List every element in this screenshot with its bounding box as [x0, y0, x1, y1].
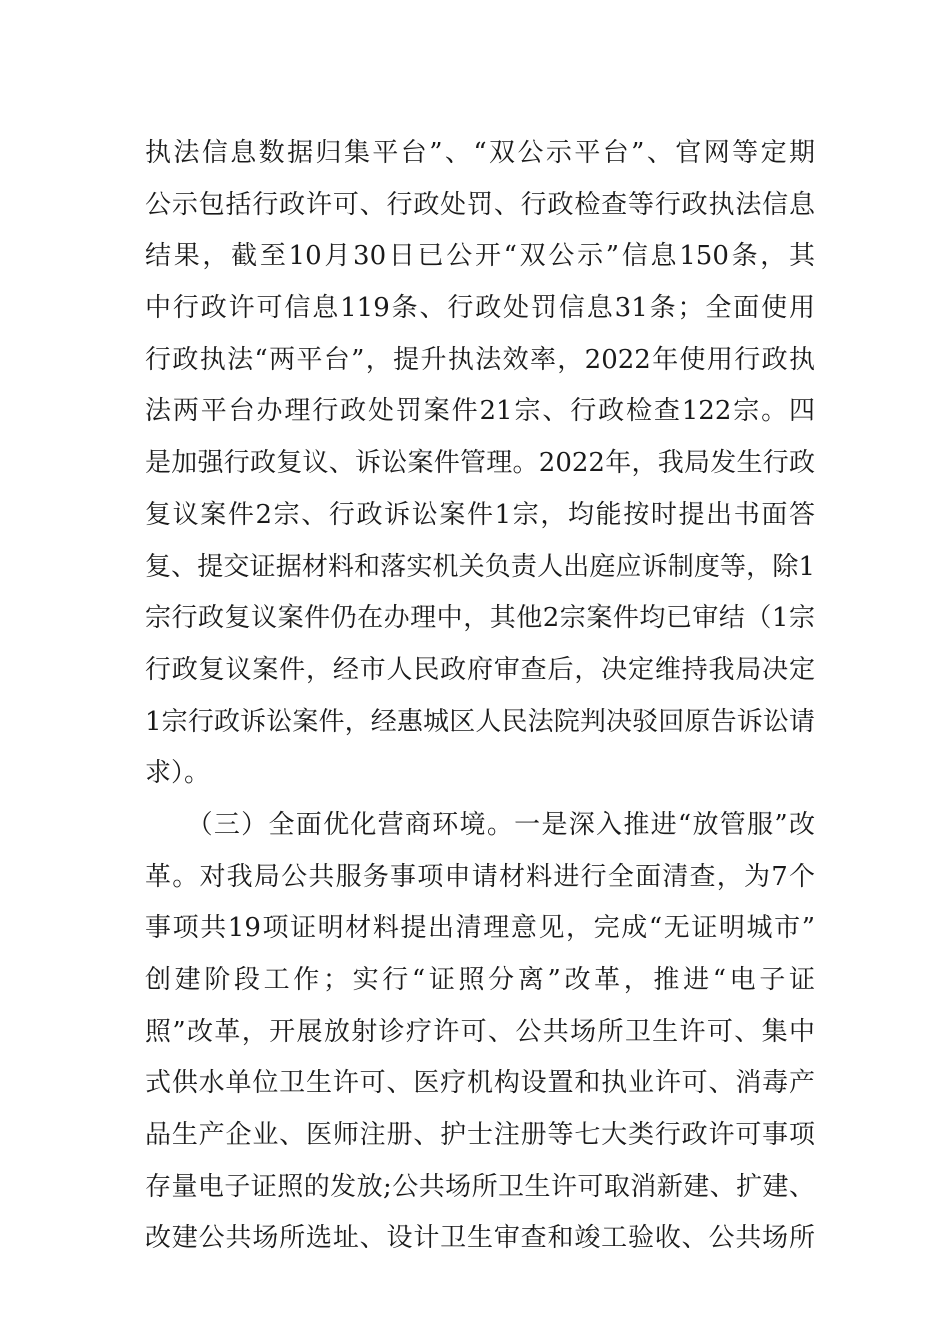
text-line: 照”改革，开展放射诊疗许可、公共场所卫生许可、集中	[145, 1016, 815, 1047]
section-heading-line: （三）全面优化营商环境。一是深入推进“放管服”改	[145, 809, 815, 840]
text-line: 结果，截至10月30日已公开“双公示”信息150条，其	[145, 241, 815, 272]
text-line: 公示包括行政许可、行政处罚、行政检查等行政执法信息	[145, 189, 815, 220]
text-line: 法两平台办理行政处罚案件21宗、行政检查122宗。四	[145, 396, 815, 427]
text-line: 改建公共场所选址、设计卫生审查和竣工验收、公共场所	[145, 1223, 815, 1254]
text-line: 复议案件2宗、行政诉讼案件1宗，均能按时提出书面答	[145, 499, 815, 530]
text-line: 行政复议案件，经市人民政府审查后，决定维持我局决定	[145, 654, 815, 685]
text-line: 复、提交证据材料和落实机关负责人出庭应诉制度等，除1	[145, 551, 815, 582]
text-line: 中行政许可信息119条、行政处罚信息31条；全面使用	[145, 293, 815, 324]
text-line: 式供水单位卫生许可、医疗机构设置和执业许可、消毒产	[145, 1068, 815, 1099]
text-line: 1宗行政诉讼案件，经惠城区人民法院判决驳回原告诉讼请	[145, 706, 815, 737]
text-line: 行政执法“两平台”，提升执法效率，2022年使用行政执	[145, 344, 815, 375]
text-line: 是加强行政复议、诉讼案件管理。2022年，我局发生行政	[145, 448, 815, 479]
text-line: 革。对我局公共服务事项申请材料进行全面清查，为7个	[145, 861, 815, 892]
text-line: 求）。	[145, 758, 211, 789]
text-line: 宗行政复议案件仍在办理中，其他2宗案件均已审结（1宗	[145, 603, 815, 634]
text-line: 事项共19项证明材料提出清理意见，完成“无证明城市”	[145, 913, 815, 944]
text-line: 执法信息数据归集平台”、“双公示平台”、官网等定期	[145, 138, 815, 168]
text-line: 创建阶段工作；实行“证照分离”改革，推进“电子证	[145, 965, 815, 995]
text-line: 存量电子证照的发放;公共场所卫生许可取消新建、扩建、	[145, 1171, 815, 1202]
text-line: 品生产企业、医师注册、护士注册等七大类行政许可事项	[145, 1120, 815, 1151]
body-text	[145, 128, 815, 1265]
